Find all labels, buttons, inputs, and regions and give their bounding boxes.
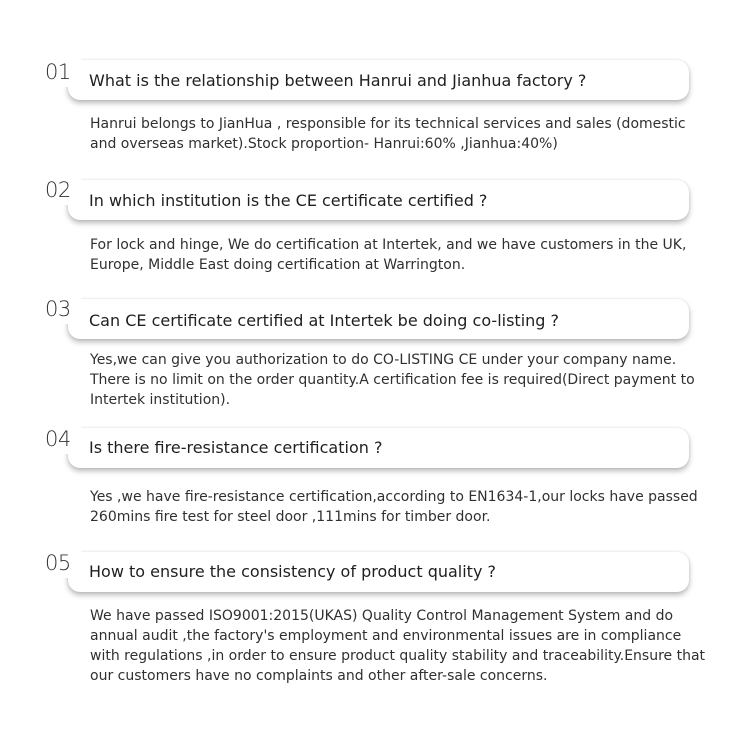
question-number: 01	[45, 57, 81, 87]
answer-text: Hanrui belongs to JianHua , responsible for its technical services and sales (domestic and overseas market).Stock proportion- Hanrui:60% ,Jianhua:40%)	[90, 116, 686, 152]
question-number: 02	[45, 175, 81, 205]
question-text: Can CE certificate certified at Intertek be doing co-listing ?	[89, 311, 560, 330]
question-number: 04	[45, 424, 81, 454]
answer-text: We have passed ISO9001:2015(UKAS) Quality Control Management System and do annual audit ,the factory's employment and environmental issues are in compliance with regulations ,in order to ensure product quality stability and traceability.Ensure that our customers have no complaints and other after-sale concerns.	[90, 608, 706, 684]
question-text: In which institution is the CE certificate certified ?	[89, 191, 488, 210]
answer-text: Yes,we can give you authorization to do CO-LISTING CE under your company name. There is no limit on the order quantity.A certification fee is required(Direct payment to Intertek institution).	[90, 352, 695, 408]
question-number: 03	[45, 294, 81, 324]
question-text: How to ensure the consistency of product quality ?	[89, 562, 496, 581]
answer-text: Yes ,we have fire-resistance certification,according to EN1634-1,our locks have passed 260mins fire test for steel door ,111mins for timber door.	[90, 489, 698, 525]
question-number: 05	[45, 548, 81, 578]
question-text: Is there fire-resistance certification ?	[89, 438, 383, 457]
question-text: What is the relationship between Hanrui and Jianhua factory ?	[89, 71, 587, 90]
answer-text: For lock and hinge, We do certification at Intertek, and we have customers in the UK, Europe, Middle East doing certification at Warrington.	[90, 237, 687, 273]
